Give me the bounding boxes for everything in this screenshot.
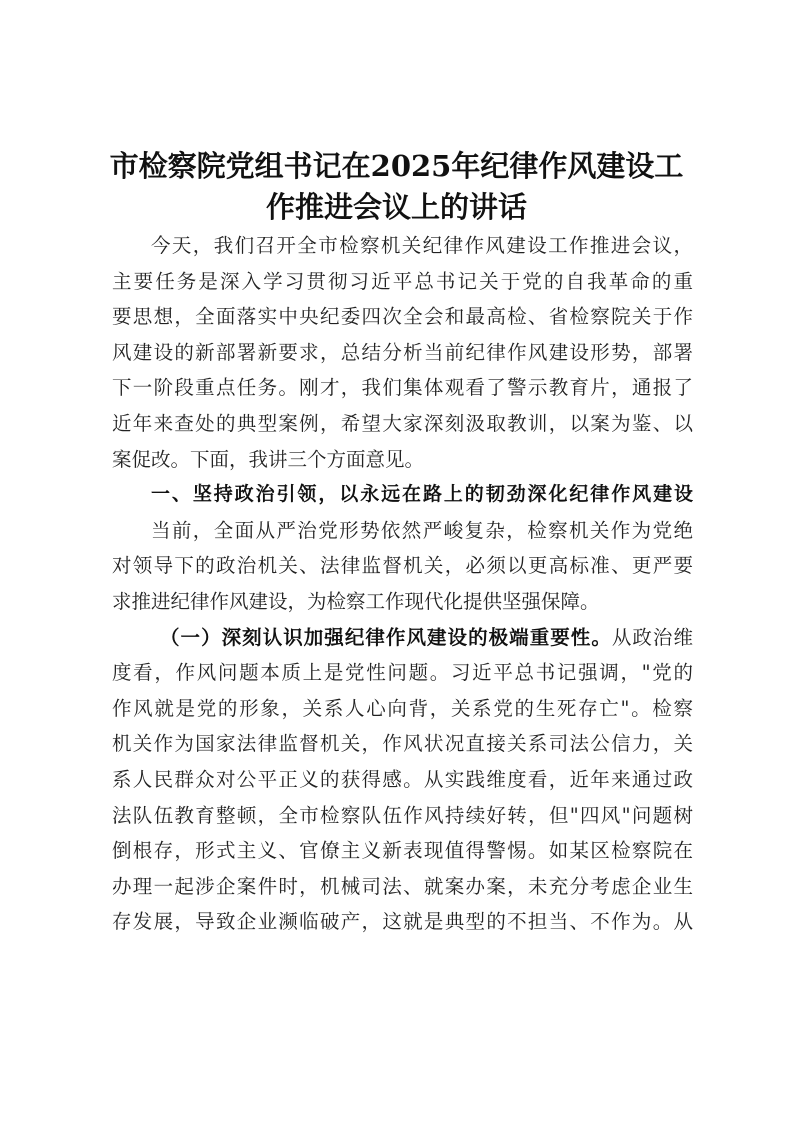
paragraph-line: 求推进纪律作风建设，为检察工作现代化提供坚强保障。 [112, 589, 600, 613]
section-heading-1: 一、坚持政治引领，以永远在路上的韧劲深化纪律作风建设 [151, 483, 693, 506]
paragraph-text: 从政治维 [611, 625, 693, 649]
paragraph-line: 办理一起涉企案件时，机械司法、就案办案，未充分考虑企业生 [112, 874, 693, 898]
paragraph-line: 主要任务是深入学习贯彻习近平总书记关于党的自我革命的重 [112, 269, 693, 293]
paragraph-line: 倒根存，形式主义、官僚主义新表现值得警惕。如某区检察院在 [112, 839, 693, 863]
paragraph-line: 作风就是党的形象，关系人心向背，关系党的生死存亡"。检察 [112, 696, 693, 720]
paragraph-line: 对领导下的政治机关、法律监督机关，必须以更高标准、更严要 [112, 554, 693, 578]
paragraph-line: 近年来查处的典型案例，希望大家深刻汲取教训，以案为鉴、以 [112, 411, 693, 435]
subsection-1-paragraph [112, 620, 693, 940]
paragraph-line: 法队伍教育整顿，全市检察队伍作风持续好转，但"四风"问题树 [112, 803, 693, 827]
paragraph-line: 当前，全面从严治党形势依然严峻复杂，检察机关作为党绝 [151, 518, 693, 542]
paragraph-line: 要思想，全面落实中央纪委四次全会和最高检、省检察院关于作 [112, 305, 693, 329]
section-1-paragraph [112, 513, 693, 620]
paragraph-line [112, 620, 693, 656]
paragraph-line: 今天，我们召开全市检察机关纪律作风建设工作推进会议， [151, 234, 693, 257]
paragraph-line: 系人民群众对公平正义的获得感。从实践维度看，近年来通过政 [112, 767, 693, 791]
paragraph-line: 度看，作风问题本质上是党性问题。习近平总书记强调，"党的 [112, 661, 693, 685]
paragraph-line: 存发展，导致企业濒临破产，这就是典型的不担当、不作为。从 [112, 910, 693, 934]
subsection-heading-1: （一）深刻认识加强纪律作风建设的极端重要性。 [160, 625, 612, 649]
document-title-line-2: 作推进会议上的讲话 [265, 190, 527, 224]
document-title-line-1: 市检察院党组书记在2025年纪律作风建设工 [109, 149, 684, 183]
paragraph-line: 案促改。下面，我讲三个方面意见。 [112, 447, 425, 471]
intro-paragraph [112, 228, 693, 477]
paragraph-line: 风建设的新部署新要求，总结分析当前纪律作风建设形势，部署 [112, 340, 693, 364]
paragraph-line: 下一阶段重点任务。刚才，我们集体观看了警示教育片，通报了 [112, 376, 693, 400]
document-body [112, 228, 693, 940]
paragraph-line: 机关作为国家法律监督机关，作风状况直接关系司法公信力，关 [112, 732, 693, 756]
